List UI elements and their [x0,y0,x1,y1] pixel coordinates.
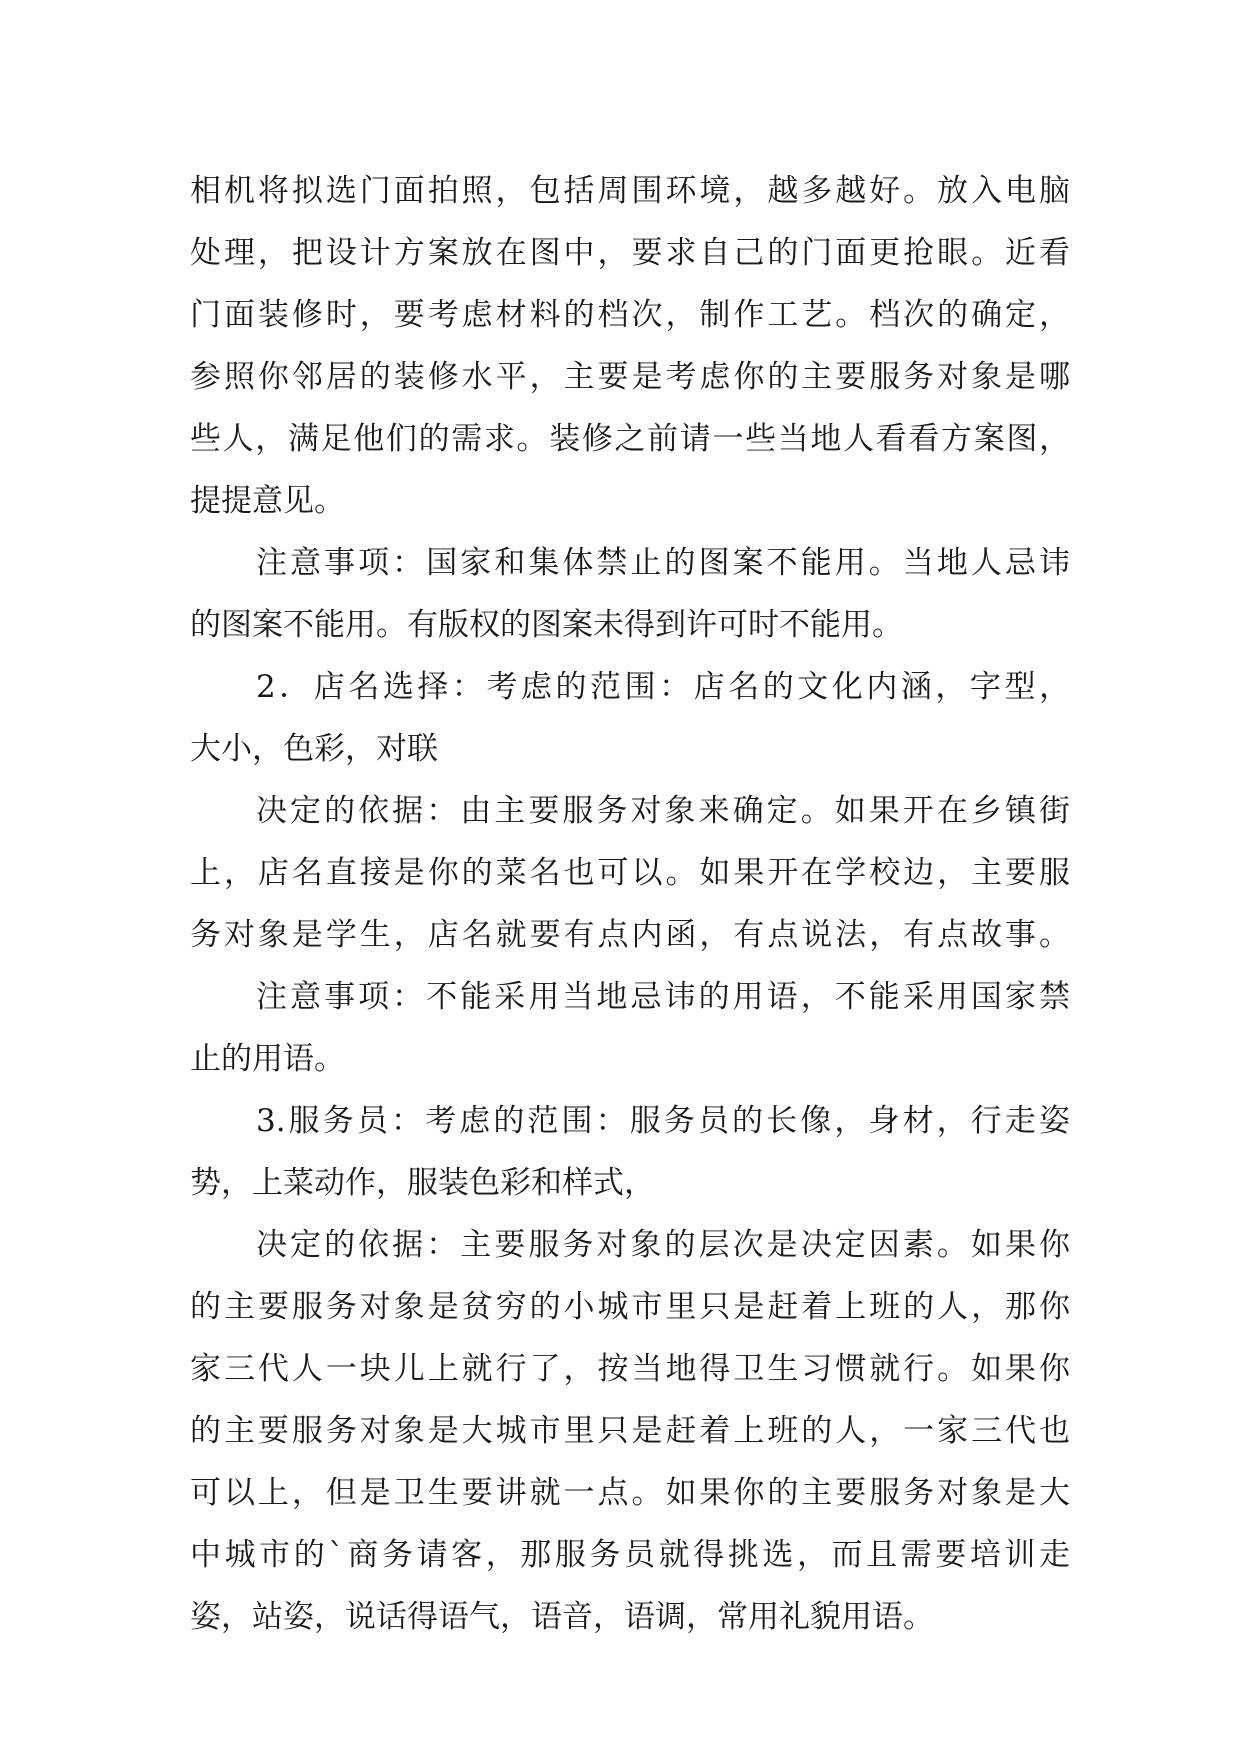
text-line: 些人，满足他们的需求。装修之前请一些当地人看看方案图， [190,421,1070,457]
text-line: 决定的依据：主要服务对象的层次是决定因素。如果你 [256,1227,1070,1263]
text-line: 中城市的`商务请客，那服务员就得挑选，而且需要培训走 [190,1537,1070,1573]
text-line: 相机将拟选门面拍照，包括周围环境，越多越好。放入电脑 [190,173,1070,209]
text-line: 大小，色彩，对联 [190,731,438,767]
document-body-text [190,160,1070,1648]
text-line: 上，店名直接是你的菜名也可以。如果开在学校边，主要服 [190,855,1070,891]
text-line: 务对象是学生，店名就要有点内函，有点说法，有点故事。 [190,917,1070,953]
text-line: 3.服务员：考虑的范围：服务员的长像，身材，行走姿 [256,1103,1070,1139]
text-line: 处理，把设计方案放在图中，要求自己的门面更抢眼。近看 [190,235,1070,271]
text-line: 参照你邻居的装修水平，主要是考虑你的主要服务对象是哪 [190,359,1070,395]
text-line: 2．店名选择：考虑的范围：店名的文化内涵，字型， [256,669,1070,705]
text-line: 的主要服务对象是贫穷的小城市里只是赶着上班的人，那你 [190,1289,1070,1325]
text-line: 注意事项：国家和集体禁止的图案不能用。当地人忌讳 [256,545,1070,581]
text-line: 决定的依据：由主要服务对象来确定。如果开在乡镇街 [256,793,1070,829]
text-line: 可以上，但是卫生要讲就一点。如果你的主要服务对象是大 [190,1475,1070,1511]
text-line: 止的用语。 [190,1041,345,1077]
text-line: 门面装修时，要考虑材料的档次，制作工艺。档次的确定， [190,297,1070,333]
text-line: 注意事项：不能采用当地忌讳的用语，不能采用国家禁 [256,979,1070,1015]
text-line: 姿，站姿，说话得语气，语音，语调，常用礼貌用语。 [190,1599,934,1635]
text-line: 提提意见。 [190,483,345,519]
text-line: 的图案不能用。有版权的图案未得到许可时不能用。 [190,607,903,643]
text-line: 的主要服务对象是大城市里只是赶着上班的人，一家三代也 [190,1413,1070,1449]
text-line: 势，上菜动作，服装色彩和样式， [190,1165,655,1201]
text-line: 家三代人一块儿上就行了，按当地得卫生习惯就行。如果你 [190,1351,1070,1387]
